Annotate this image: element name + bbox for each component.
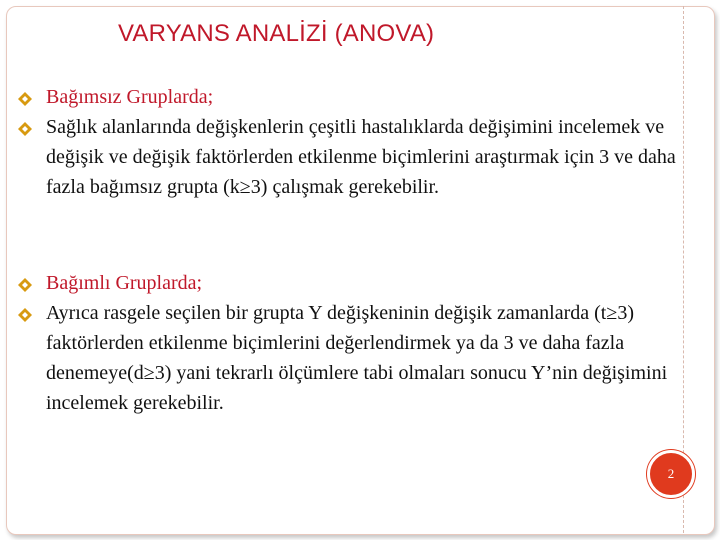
diamond-bullet-icon	[18, 122, 32, 136]
bullet-heading-dependent: Bağımlı Gruplarda;	[46, 272, 203, 294]
slide-title: VARYANS ANALİZİ (ANOVA)	[118, 20, 435, 47]
diamond-bullet-icon	[18, 278, 32, 292]
bullet-item	[18, 112, 678, 202]
page-number-badge	[647, 450, 695, 498]
bullet-item	[18, 298, 678, 418]
bullet-group-dependent	[18, 268, 678, 418]
diamond-bullet-icon	[18, 308, 32, 322]
page-number: 2	[667, 466, 675, 481]
bullet-text-independent: Sağlık alanlarında değişkenlerin çeşitli hastalıklarda değişimini incelemek ve değişik ve değişik faktörlerden etkilenme biçimlerini araştırmak için 3 ve daha fazla bağımsız grupta (k≥3) çalışmak gerekebilir.	[46, 116, 676, 198]
bullet-text-dependent: Ayrıca rasgele seçilen bir grupta Y değişkeninin değişik zamanlarda (t≥3) faktörlerden etkilenme biçimlerini değerlendirmek ya da 3 ve daha fazla denemeye(d≥3) yani tekrarlı ölçümlere tabi olmaları sonucu Y’nin değişimini incelemek gerekebilir.	[46, 302, 668, 414]
bullet-heading-independent: Bağımsız Gruplarda;	[46, 86, 214, 108]
diamond-bullet-icon	[18, 92, 32, 106]
bullet-group-independent	[18, 82, 678, 202]
bullet-item	[18, 82, 678, 112]
bullet-item	[18, 268, 678, 298]
